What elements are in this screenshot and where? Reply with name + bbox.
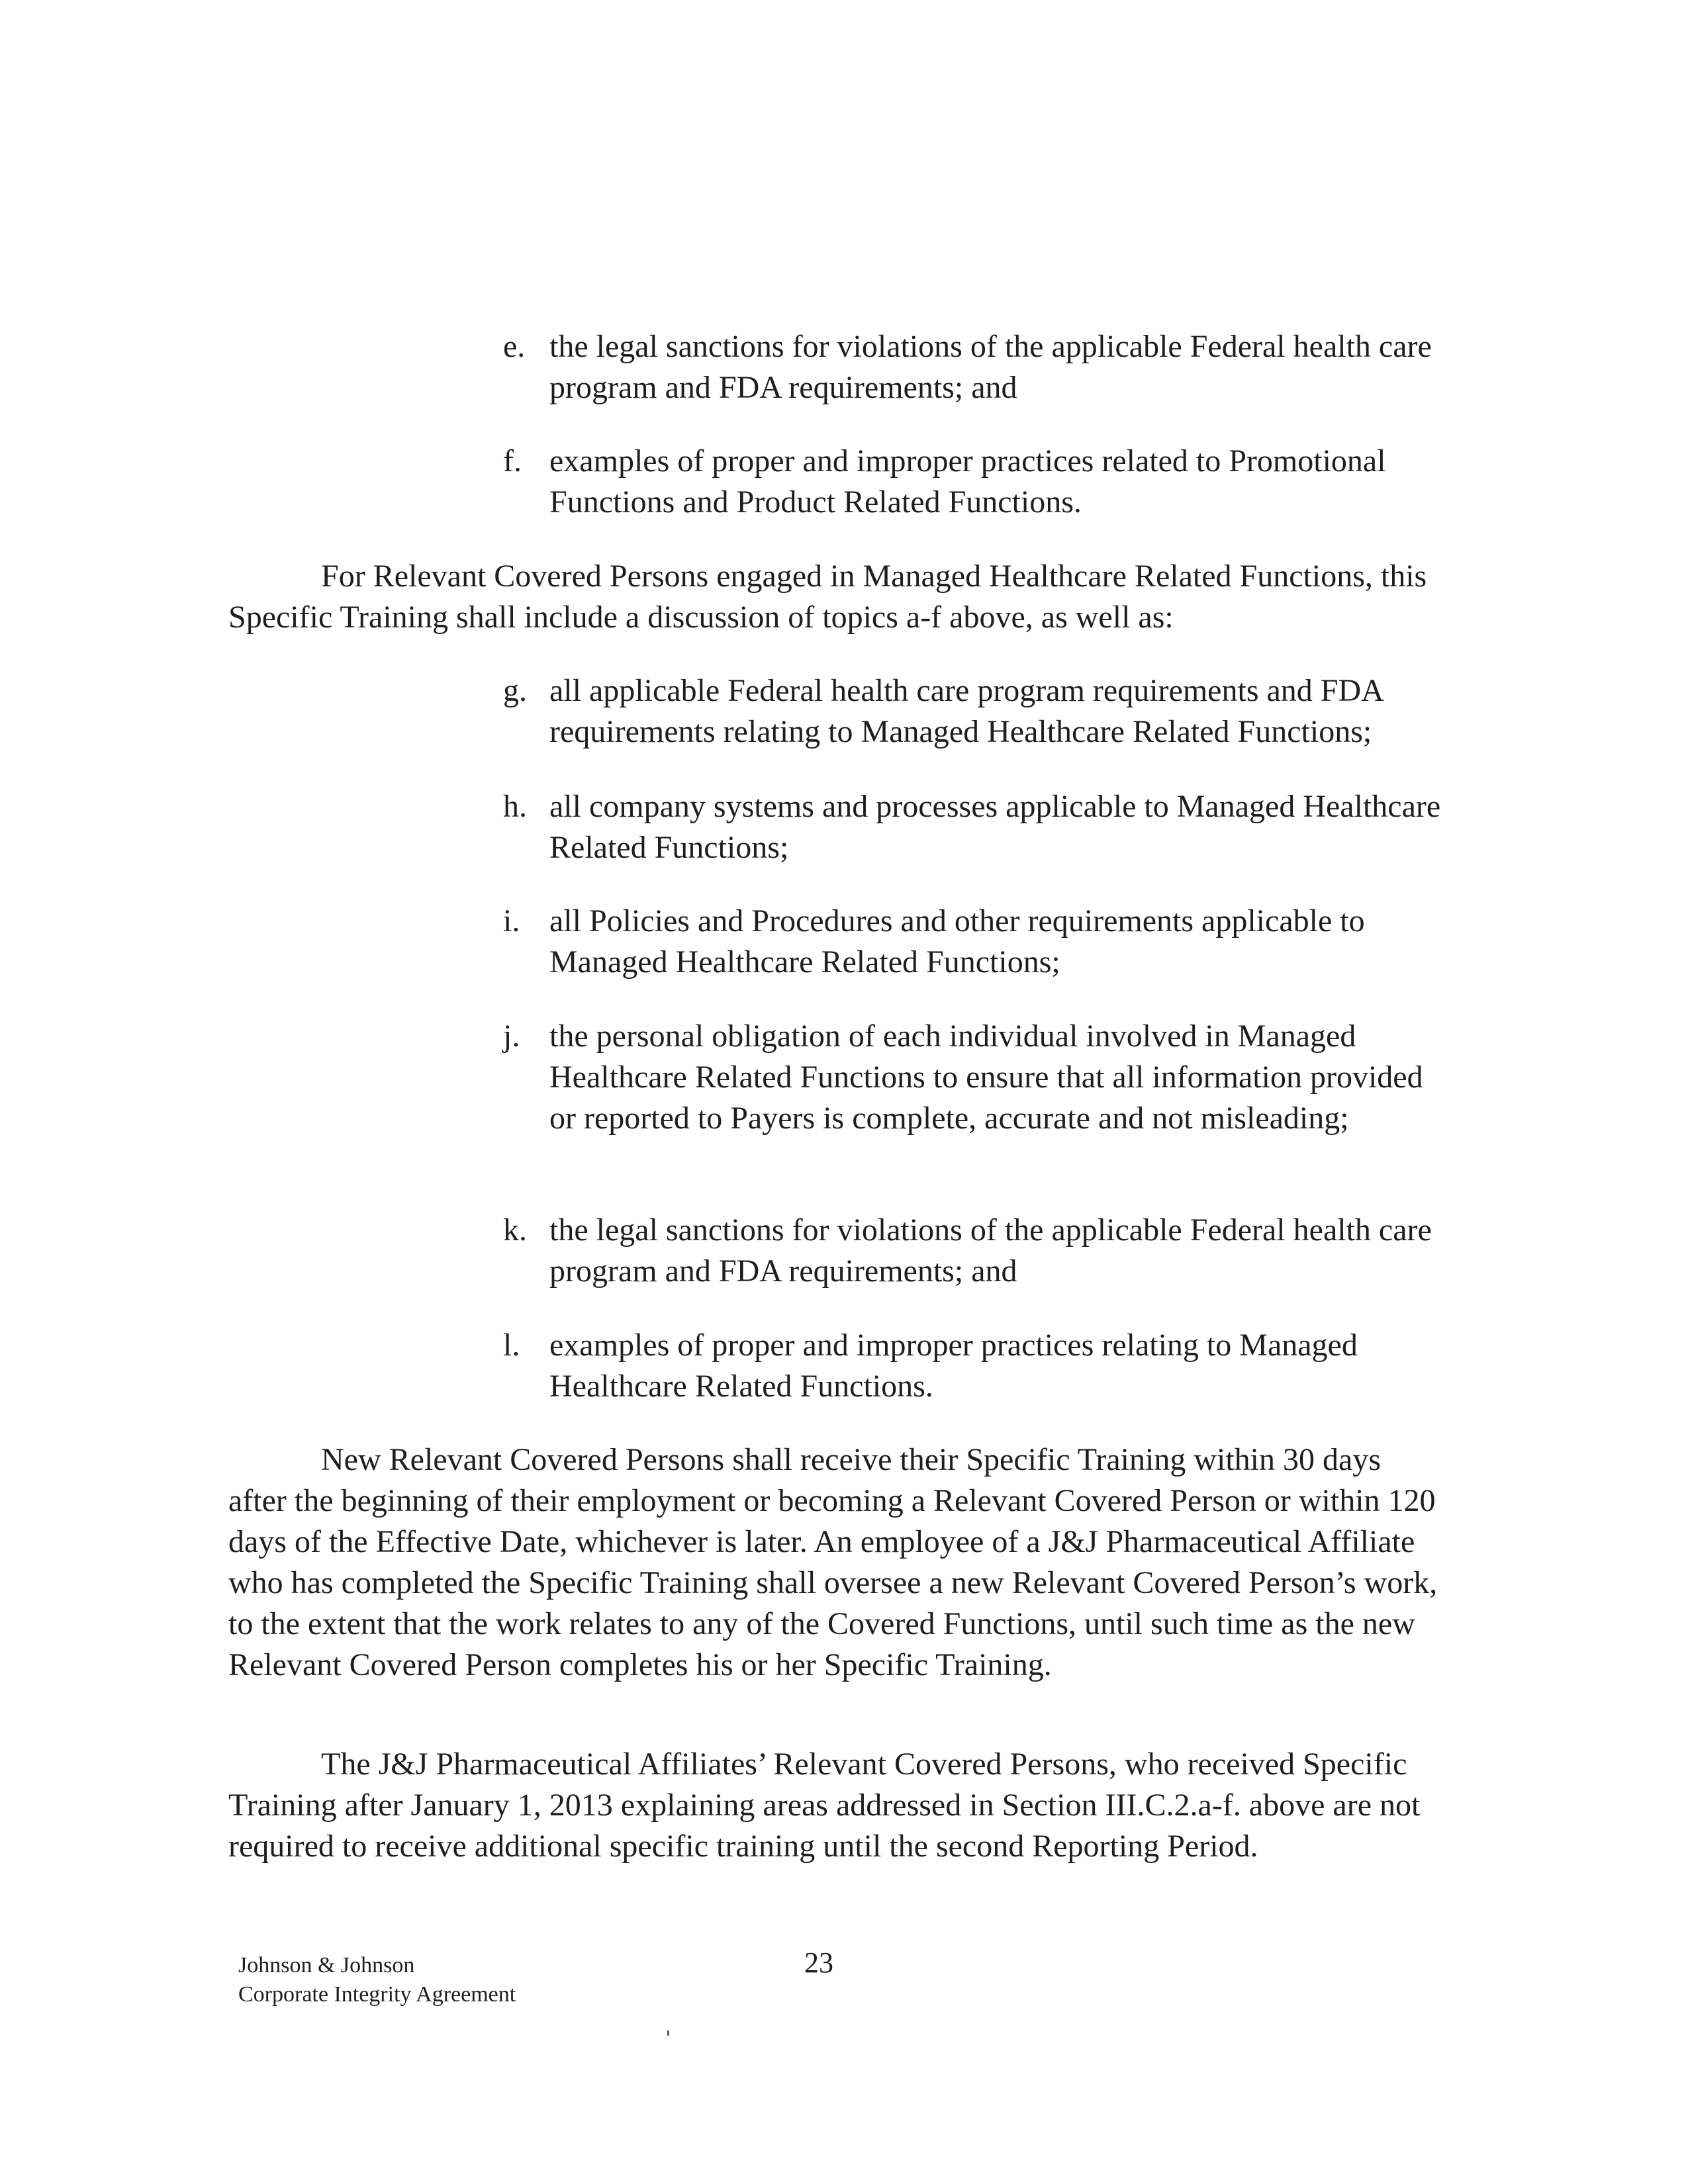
list-item-text: all applicable Federal health care program requirements and FDA requirements relating to Managed Healthcare Related Functions; — [549, 673, 1383, 749]
list-item-j — [503, 1016, 1443, 1139]
list-marker: e. — [503, 329, 526, 364]
list-item-e — [503, 326, 1443, 408]
footer-company: Johnson & Johnson — [238, 1953, 415, 1978]
page-number: 23 — [804, 1946, 833, 1979]
list-item-g — [503, 670, 1443, 752]
list-marker: g. — [503, 673, 527, 708]
list-item-text: all company systems and processes applicable to Managed Healthcare Related Functions; — [549, 789, 1441, 865]
list-item-i — [503, 901, 1443, 983]
list-marker: f. — [503, 443, 522, 478]
list-marker: k. — [503, 1212, 527, 1248]
footer-document-title: Corporate Integrity Agreement — [238, 1982, 516, 2007]
list-marker: j. — [503, 1019, 520, 1054]
list-item-text: all Policies and Procedures and other requirements applicable to Managed Healthcare Related Functions; — [549, 903, 1365, 979]
list-item-text: examples of proper and improper practices relating to Managed Healthcare Related Functions. — [549, 1328, 1358, 1404]
list-item-text: examples of proper and improper practices related to Promotional Functions and Product Related Functions. — [549, 443, 1386, 520]
list-item-text: the legal sanctions for violations of the applicable Federal health care program and FDA requirements; and — [549, 329, 1432, 405]
paragraph-affiliates-training: The J&J Pharmaceutical Affiliates’ Relevant Covered Persons, who received Specific Training after January 1, 2013 explaining areas addressed in Section III.C.2.a-f. above are not required to receive additional specific training until the second Reporting Period. — [228, 1747, 1421, 1864]
list-marker: l. — [503, 1328, 520, 1363]
list-item-text: the personal obligation of each individual involved in Managed Healthcare Related Functions to ensure that all information provided or reported to Payers is complete, accurate and not misleading; — [549, 1019, 1423, 1136]
list-marker: i. — [503, 903, 520, 938]
list-item-k — [503, 1210, 1443, 1292]
list-marker: h. — [503, 789, 527, 824]
list-item-text: the legal sanctions for violations of the applicable Federal health care program and FDA requirements; and — [549, 1212, 1432, 1289]
list-item-f — [503, 441, 1443, 523]
paragraph-new-relevant-covered-persons: New Relevant Covered Persons shall receive their Specific Training within 30 days after the beginning of their employment or becoming a Relevant Covered Person or within 120 days of the Effective Date, whichever is later. An employee of a J&J Pharmaceutical Affiliate who has completed the Specific Training shall oversee a new Relevant Covered Person’s work, to the extent that the work relates to any of the Covered Functions, until such time as the new Relevant Covered Person completes his or her Specific Training. — [228, 1442, 1438, 1682]
scan-speck — [667, 2030, 669, 2036]
list-item-l — [503, 1325, 1443, 1407]
footer-document-identity — [238, 1951, 516, 2009]
list-item-h — [503, 786, 1443, 868]
paragraph-managed-healthcare: For Relevant Covered Persons engaged in Managed Healthcare Related Functions, this Specific Training shall include a discussion of topics a-f above, as well as: — [228, 559, 1427, 635]
